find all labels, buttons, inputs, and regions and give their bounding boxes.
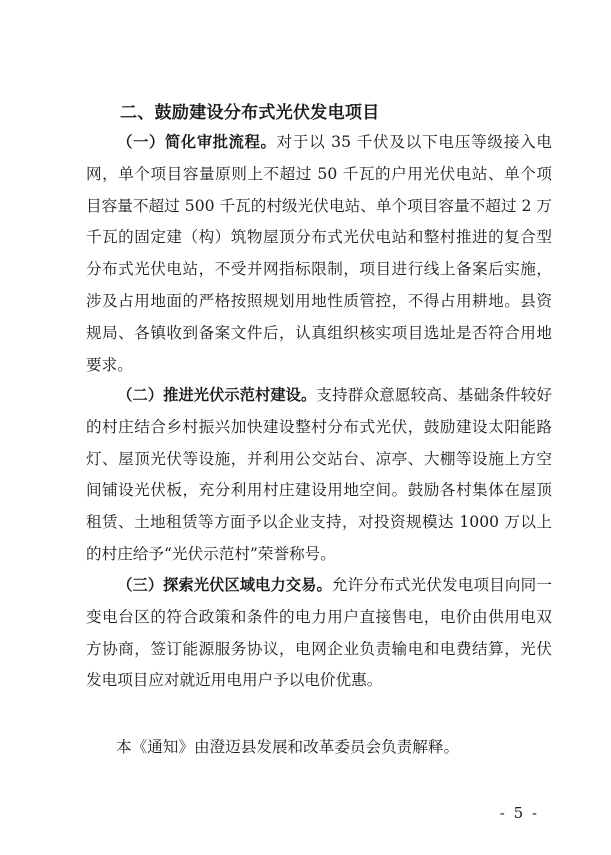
paragraph-demo-village — [86, 380, 552, 571]
paragraph-power-trading — [86, 570, 552, 697]
paragraph-lead: （一）简化审批流程。 — [117, 133, 277, 151]
paragraph-simplify-approval — [86, 127, 552, 381]
paragraph-lead: （二）推进光伏示范村建设。 — [117, 386, 317, 404]
section-heading: 二、鼓励建设分布式光伏发电项目 — [120, 103, 380, 123]
page-number: - 5 - — [499, 804, 539, 822]
paragraph-body: 支持群众意愿较高、基础条件较好的村庄结合乡村振兴加快建设整村分布式光伏，鼓励建设太阳能路灯、屋顶光伏等设施，并利用公交站台、凉亭、大棚等设施上方空间铺设光伏板，充分利用村庄建设用地空间。鼓励各村集体在屋顶租赁、土地租赁等方面予以企业支持，对投资规模达 1000 万以上的村庄给予“光伏示范村”荣誉称号。 — [86, 386, 552, 563]
paragraph-lead: （三）探索光伏区域电力交易。 — [117, 576, 332, 594]
closing-note: 本《通知》由澄迈县发展和改革委员会负责解释。 — [116, 738, 460, 756]
paragraph-body: 对于以 35 千伏及以下电压等级接入电网，单个项目容量原则上不超过 50 千瓦的户用光伏电站、单个项目容量不超过 500 千瓦的村级光伏电站、单个项目容量不超过 2 万千瓦的固定建（构）筑物屋顶分布式光伏电站和整村推进的复合型分布式光伏电站，不受并网指标限制，项目进行线上备案后实施，涉及占用地面的严格按照规划用地性质管控，不得占用耕地。县资规局、各镇收到备案文件后，认真组织核实项目选址是否符合用地要求。 — [86, 133, 553, 374]
paragraph-body: 允许分布式光伏发电项目向同一变电台区的符合政策和条件的电力用户直接售电，电价由供用电双方协商，签订能源服务协议，电网企业负责输电和电费结算，光伏发电项目应对就近用电用户予以电价优惠。 — [86, 576, 552, 690]
